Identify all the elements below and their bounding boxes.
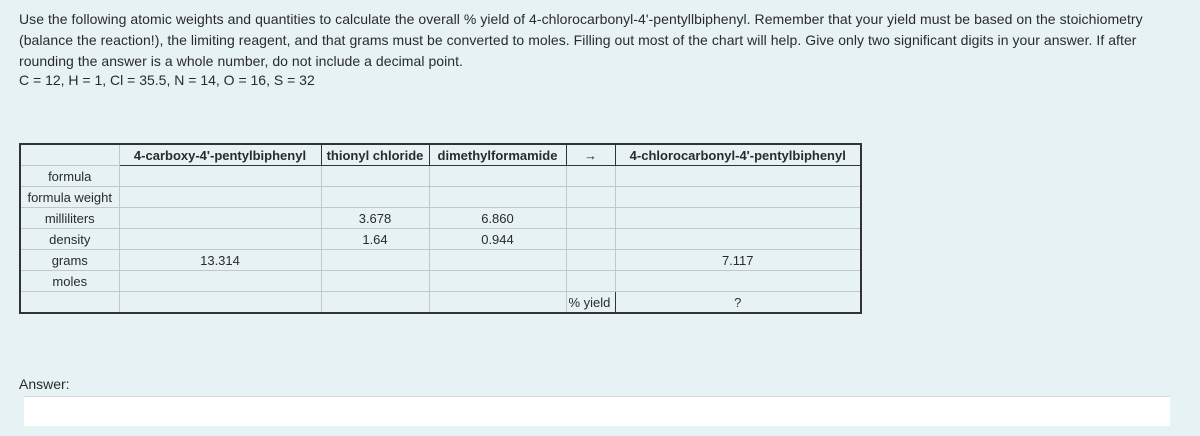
- cell-input[interactable]: [321, 292, 429, 314]
- percent-yield-label: % yield: [566, 292, 615, 314]
- stoichiometry-chart: [19, 143, 862, 314]
- cell-input[interactable]: [615, 166, 861, 187]
- table-row-yield: [20, 292, 861, 314]
- table-row-milliliters: [20, 208, 861, 229]
- table-row-grams: [20, 250, 861, 271]
- cell-input[interactable]: [566, 208, 615, 229]
- cell-input[interactable]: [566, 166, 615, 187]
- cell-input[interactable]: [321, 166, 429, 187]
- cell-input[interactable]: [119, 229, 321, 250]
- cell-value: 3.678: [321, 208, 429, 229]
- cell-input[interactable]: [429, 166, 566, 187]
- cell-value: 7.117: [615, 250, 861, 271]
- reaction-arrow: →: [566, 144, 615, 166]
- cell-input[interactable]: [429, 292, 566, 314]
- cell-input[interactable]: [615, 208, 861, 229]
- cell-input[interactable]: [429, 187, 566, 208]
- answer-input[interactable]: [24, 396, 1170, 426]
- cell-value: 13.314: [119, 250, 321, 271]
- header-corner: [20, 144, 119, 166]
- table-header-row: [20, 144, 861, 166]
- header-thionyl-chloride: thionyl chloride: [321, 144, 429, 166]
- percent-yield-value: ?: [615, 292, 861, 314]
- atomic-weights: C = 12, H = 1, Cl = 35.5, N = 14, O = 16, S = 32: [19, 72, 315, 88]
- cell-input[interactable]: [321, 250, 429, 271]
- row-label-grams: grams: [20, 250, 119, 271]
- row-label-formula: formula: [20, 166, 119, 187]
- answer-label: Answer:: [19, 376, 70, 392]
- cell-input[interactable]: [119, 208, 321, 229]
- cell-input[interactable]: [615, 187, 861, 208]
- row-label-milliliters: milliliters: [20, 208, 119, 229]
- header-product: 4-chlorocarbonyl-4'-pentylbiphenyl: [615, 144, 861, 166]
- cell-input[interactable]: [321, 187, 429, 208]
- cell-input[interactable]: [119, 271, 321, 292]
- cell-input[interactable]: [119, 292, 321, 314]
- cell-input[interactable]: [566, 271, 615, 292]
- table-row-moles: [20, 271, 861, 292]
- cell-input[interactable]: [566, 250, 615, 271]
- cell-input[interactable]: [321, 271, 429, 292]
- cell-input[interactable]: [429, 271, 566, 292]
- table-row-formula-weight: [20, 187, 861, 208]
- cell-value: 1.64: [321, 229, 429, 250]
- row-label-formula-weight: formula weight: [20, 187, 119, 208]
- header-reactant-carboxy: 4-carboxy-4'-pentylbiphenyl: [119, 144, 321, 166]
- cell-input[interactable]: [119, 187, 321, 208]
- cell-input[interactable]: [566, 187, 615, 208]
- cell-input[interactable]: [615, 271, 861, 292]
- row-label-empty: [20, 292, 119, 314]
- header-dimethylformamide: dimethylformamide: [429, 144, 566, 166]
- row-label-density: density: [20, 229, 119, 250]
- table-row-density: [20, 229, 861, 250]
- question-instructions: Use the following atomic weights and quantities to calculate the overall % yield of 4-chlorocarbonyl-4'-pentyllbiphenyl. Remember that your yield must be based on the stoichiometry (balance the reaction!), the limiting reagent, and that grams must be converted to moles. Filling out most of the chart will help. Give only two significant digits in your answer. If after rounding the answer is a whole number, do not include a decimal point.: [19, 11, 1143, 69]
- row-label-moles: moles: [20, 271, 119, 292]
- cell-value: 6.860: [429, 208, 566, 229]
- cell-value: 0.944: [429, 229, 566, 250]
- table-row-formula: [20, 166, 861, 187]
- cell-input[interactable]: [119, 166, 321, 187]
- cell-input[interactable]: [615, 229, 861, 250]
- cell-input[interactable]: [429, 250, 566, 271]
- cell-input[interactable]: [566, 229, 615, 250]
